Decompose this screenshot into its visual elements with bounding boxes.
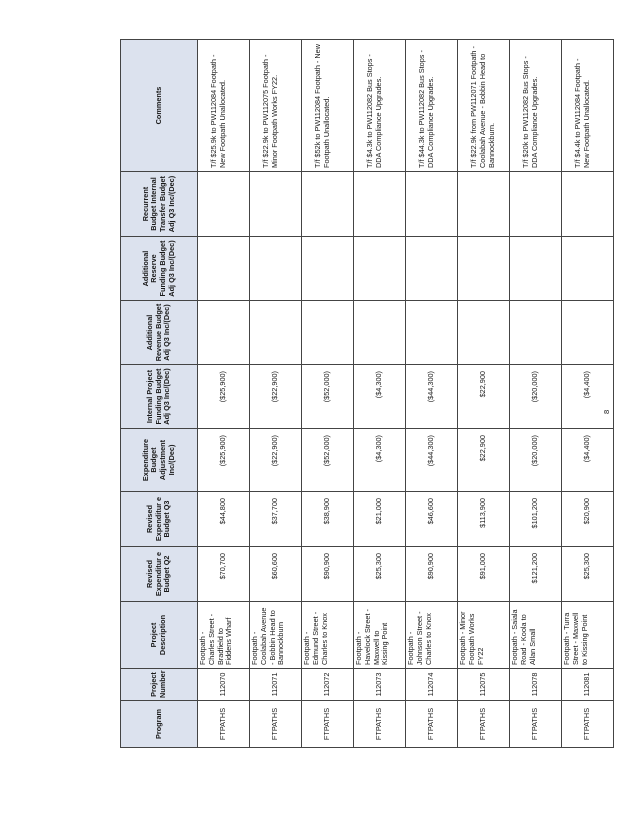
- comment-cell: T/f $22.9k to PW112075 Footpath - Minor Footpath Works FY22.: [250, 40, 302, 172]
- table-row: [562, 40, 614, 748]
- revenue-adj-cell: [510, 301, 562, 365]
- column-header: Revised Expenditur e Budget Q2: [121, 547, 198, 602]
- comment-cell: T/f $44.3k to PW112082 Bus Stops - DDA Compliance Upgrades.: [406, 40, 458, 172]
- column-header: Project Number: [121, 669, 198, 701]
- budget-q3-cell: $21,000: [354, 492, 406, 547]
- recurrent-transfer-cell: [562, 172, 614, 237]
- project-number-cell: 112072: [302, 669, 354, 701]
- column-header: Revised Expenditur e Budget Q3: [121, 492, 198, 547]
- description-cell: Footpath - Havelock Street - Maxwell to Kissing Point: [354, 602, 406, 669]
- project-number-cell: 112081: [562, 669, 614, 701]
- table-body: [198, 40, 614, 748]
- adjustment-cell: ($52,000): [302, 429, 354, 492]
- table-row: [458, 40, 510, 748]
- program-cell: FTPATHS: [406, 701, 458, 748]
- internal-funding-cell: $22,900: [458, 365, 510, 429]
- budget-q3-cell: $37,700: [250, 492, 302, 547]
- adjustment-cell: ($25,900): [198, 429, 250, 492]
- recurrent-transfer-cell: [458, 172, 510, 237]
- table-row: [250, 40, 302, 748]
- column-header: Project Description: [121, 602, 198, 669]
- column-header: Expenditure Budget Adjustment Inc/(Dec): [121, 429, 198, 492]
- budget-q2-cell: $25,300: [562, 547, 614, 602]
- comment-cell: T/f $20k to PW112082 Bus Stops - DDA Compliance Upgrades.: [510, 40, 562, 172]
- project-number-cell: 112070: [198, 669, 250, 701]
- table-row: [302, 40, 354, 748]
- description-cell: Footpath - Saiala Road - Koola to Allan Small: [510, 602, 562, 669]
- comment-cell: T/f $4.4k to PW112084 Footpath - New Footpath Unallocated.: [562, 40, 614, 172]
- reserve-adj-cell: [354, 237, 406, 301]
- description-cell: Footpath - Charles Street - Bradfield to Fiddens Wharf: [198, 602, 250, 669]
- internal-funding-cell: ($25,900): [198, 365, 250, 429]
- description-cell: Footpath - Johnson Street - Charles to Knox: [406, 602, 458, 669]
- table-row: [406, 40, 458, 748]
- recurrent-transfer-cell: [510, 172, 562, 237]
- program-cell: FTPATHS: [510, 701, 562, 748]
- comment-cell: T/f $4.3k to PW112082 Bus Stops - DDA Compliance Upgrades.: [354, 40, 406, 172]
- column-header: Internal Project Funding Budget Adj Q3 Inc/(Dec): [121, 365, 198, 429]
- adjustment-cell: ($4,400): [562, 429, 614, 492]
- budget-q3-cell: $20,900: [562, 492, 614, 547]
- recurrent-transfer-cell: [354, 172, 406, 237]
- column-header: Additional Reserve Funding Budget Adj Q3 Inc/(Dec): [121, 237, 198, 301]
- revenue-adj-cell: [250, 301, 302, 365]
- project-number-cell: 112074: [406, 669, 458, 701]
- budget-q3-cell: $46,600: [406, 492, 458, 547]
- column-header: Recurrent Budget Internal Transfer Budget Adj Q3 Inc/(Dec): [121, 172, 198, 237]
- description-cell: Footpath - Coolabah Avenue - Bobbin Head to Bannockburn: [250, 602, 302, 669]
- recurrent-transfer-cell: [250, 172, 302, 237]
- header-row: [121, 40, 198, 748]
- comment-cell: T/f $25.9k to PW112084 Footpath - New Footpath Unallocated.: [198, 40, 250, 172]
- comment-cell: T/f $52k to PW112084 Footpath - New Footpath Unallocated.: [302, 40, 354, 172]
- reserve-adj-cell: [562, 237, 614, 301]
- table-row: [198, 40, 250, 748]
- internal-funding-cell: ($4,400): [562, 365, 614, 429]
- program-cell: FTPATHS: [302, 701, 354, 748]
- reserve-adj-cell: [198, 237, 250, 301]
- internal-funding-cell: ($44,300): [406, 365, 458, 429]
- budget-q3-cell: $101,200: [510, 492, 562, 547]
- program-cell: FTPATHS: [354, 701, 406, 748]
- adjustment-cell: ($22,900): [250, 429, 302, 492]
- reserve-adj-cell: [302, 237, 354, 301]
- budget-q2-cell: $90,900: [302, 547, 354, 602]
- program-cell: FTPATHS: [562, 701, 614, 748]
- reserve-adj-cell: [406, 237, 458, 301]
- internal-funding-cell: ($20,000): [510, 365, 562, 429]
- program-cell: FTPATHS: [198, 701, 250, 748]
- program-cell: FTPATHS: [458, 701, 510, 748]
- reserve-adj-cell: [250, 237, 302, 301]
- comment-cell: T/f $22.9k from PW112071 Footpath - Coolabah Avenue - Bobbin Head to Bannockburn.: [458, 40, 510, 172]
- revenue-adj-cell: [458, 301, 510, 365]
- adjustment-cell: $22,900: [458, 429, 510, 492]
- budget-q2-cell: $121,200: [510, 547, 562, 602]
- page-number: 8: [602, 409, 611, 414]
- project-number-cell: 112078: [510, 669, 562, 701]
- internal-funding-cell: ($52,000): [302, 365, 354, 429]
- column-header: Comments: [121, 40, 198, 172]
- budget-q2-cell: $70,700: [198, 547, 250, 602]
- budget-q3-cell: $113,900: [458, 492, 510, 547]
- column-header: Additional Revenue Budget Adj Q3 Inc/(Dec): [121, 301, 198, 365]
- table-row: [354, 40, 406, 748]
- table-row: [510, 40, 562, 748]
- description-cell: Footpath - Turra Street - Maxwell to Kissing Point: [562, 602, 614, 669]
- column-header: Program: [121, 701, 198, 748]
- budget-q2-cell: $60,600: [250, 547, 302, 602]
- adjustment-cell: ($44,300): [406, 429, 458, 492]
- reserve-adj-cell: [458, 237, 510, 301]
- recurrent-transfer-cell: [198, 172, 250, 237]
- revenue-adj-cell: [354, 301, 406, 365]
- budget-q3-cell: $38,900: [302, 492, 354, 547]
- reserve-adj-cell: [510, 237, 562, 301]
- recurrent-transfer-cell: [406, 172, 458, 237]
- revenue-adj-cell: [562, 301, 614, 365]
- recurrent-transfer-cell: [302, 172, 354, 237]
- budget-q2-cell: $90,900: [406, 547, 458, 602]
- adjustment-cell: ($4,300): [354, 429, 406, 492]
- budget-q2-cell: $25,300: [354, 547, 406, 602]
- revenue-adj-cell: [406, 301, 458, 365]
- budget-table-page: [120, 40, 592, 748]
- description-cell: Footpath - Minor Footpath Works FY22: [458, 602, 510, 669]
- revenue-adj-cell: [198, 301, 250, 365]
- program-cell: FTPATHS: [250, 701, 302, 748]
- project-number-cell: 112073: [354, 669, 406, 701]
- internal-funding-cell: ($22,900): [250, 365, 302, 429]
- revenue-adj-cell: [302, 301, 354, 365]
- project-number-cell: 112075: [458, 669, 510, 701]
- budget-q3-cell: $44,800: [198, 492, 250, 547]
- internal-funding-cell: ($4,300): [354, 365, 406, 429]
- budget-q2-cell: $91,000: [458, 547, 510, 602]
- budget-adjustment-table: [120, 39, 614, 748]
- description-cell: Footpath - Edmund Street - Charles to Knox: [302, 602, 354, 669]
- project-number-cell: 112071: [250, 669, 302, 701]
- adjustment-cell: ($20,000): [510, 429, 562, 492]
